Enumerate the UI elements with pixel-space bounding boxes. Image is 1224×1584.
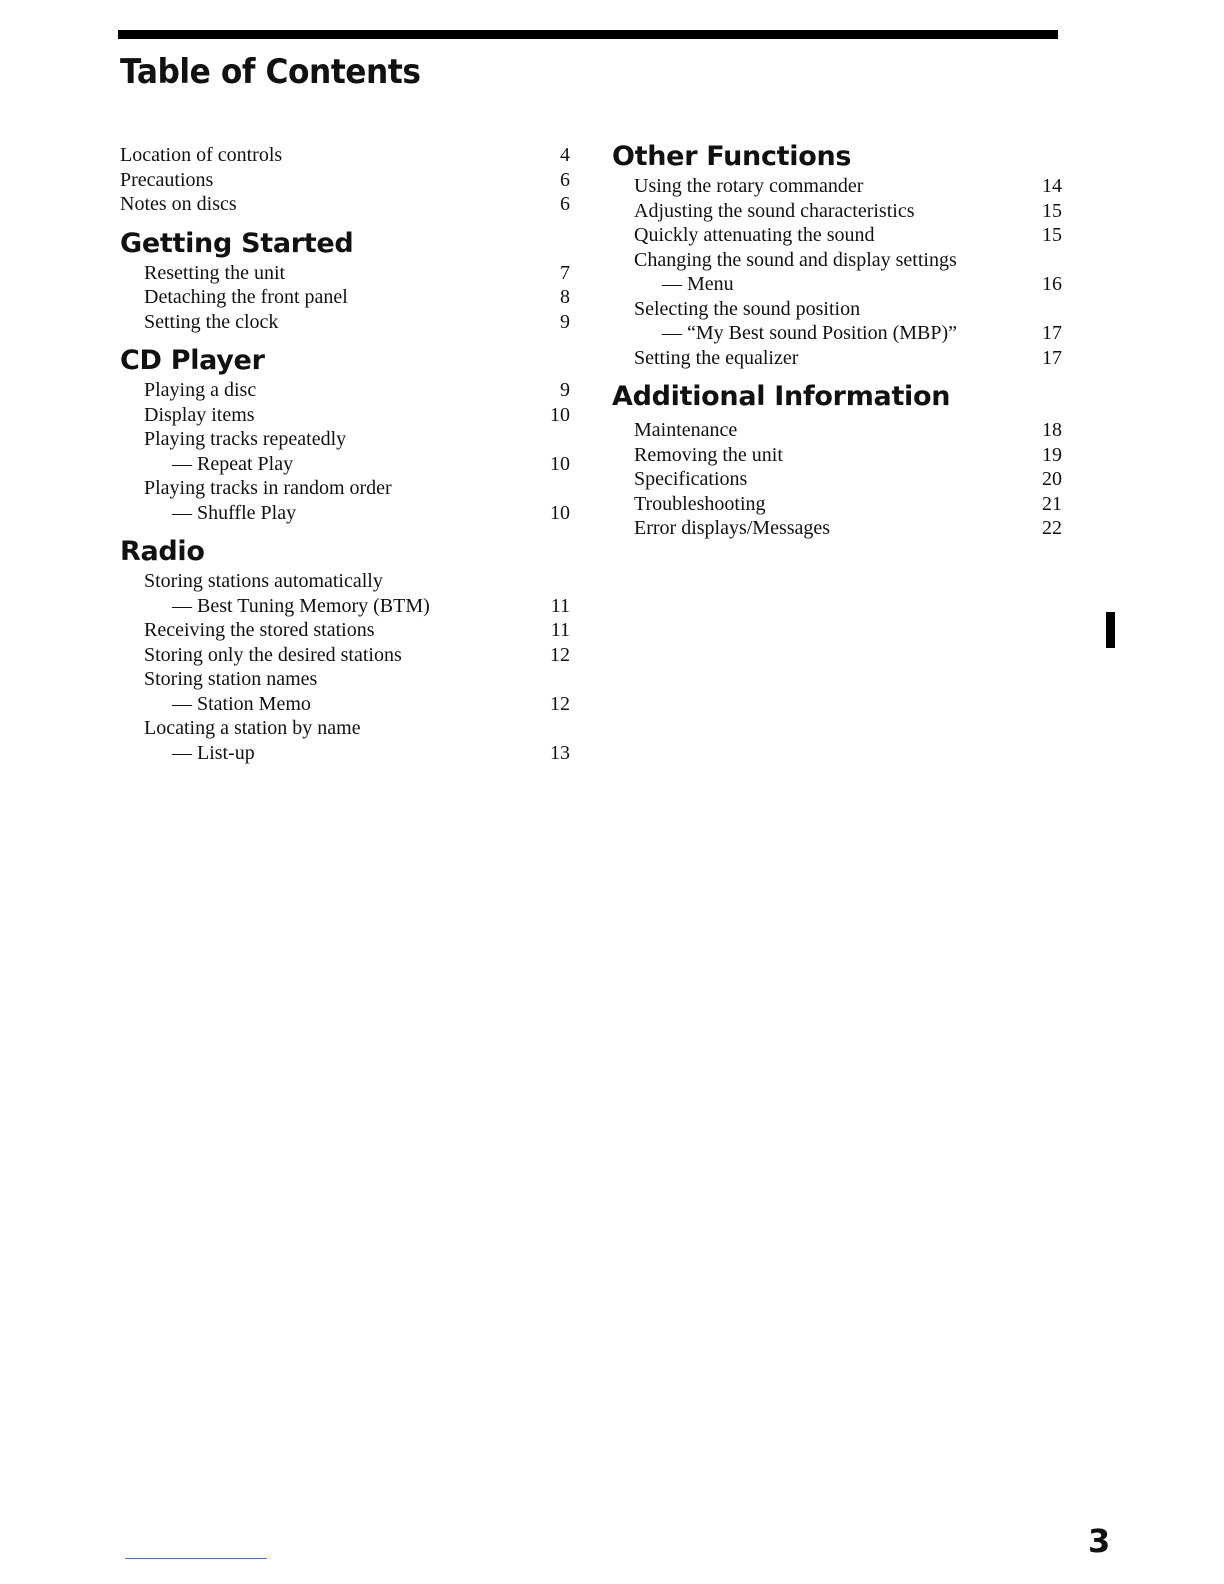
toc-section-other-functions (612, 140, 1062, 370)
toc-entry-page: 17 (1042, 322, 1062, 344)
toc-entry-page: 7 (560, 261, 570, 284)
top-rule (118, 30, 1058, 39)
toc-entry-title: Quickly attenuating the sound (634, 224, 875, 246)
toc-intro-section (120, 140, 570, 217)
toc-entry[interactable] (120, 569, 570, 618)
toc-entry-page: 14 (1042, 175, 1062, 197)
page-title: Table of Contents (120, 52, 421, 92)
toc-entry-title: Storing stations automatically (144, 570, 383, 592)
toc-entry[interactable] (612, 199, 1062, 224)
toc-entry-title: Storing only the desired stations (144, 643, 402, 666)
toc-entry[interactable] (120, 403, 570, 428)
toc-entry-title: Selecting the sound position (634, 297, 861, 320)
toc-entry-subtitle: — Shuffle Play (172, 501, 297, 524)
toc-entry[interactable] (120, 716, 570, 765)
toc-entry-page: 21 (1042, 492, 1062, 515)
toc-entry[interactable] (120, 643, 570, 668)
toc-entry[interactable] (120, 261, 570, 286)
toc-entry-title: Resetting the unit (144, 261, 286, 284)
toc-entry[interactable] (612, 223, 1062, 248)
toc-entry-title: Changing the sound and display settings (634, 248, 957, 271)
toc-entry[interactable] (120, 667, 570, 716)
toc-entry-page: 17 (1042, 346, 1062, 369)
toc-entry-page: 12 (550, 643, 570, 666)
toc-entry[interactable] (120, 427, 570, 476)
toc-entry-title: Location of controls (120, 144, 283, 166)
section-edge-marker (1106, 612, 1115, 648)
toc-entry-page: 10 (550, 501, 570, 524)
toc-entry-page: 10 (550, 403, 570, 426)
toc-entry-title: Receiving the stored stations (144, 619, 375, 641)
toc-entry-subtitle: — Best Tuning Memory (BTM) (172, 594, 430, 617)
toc-entry-page: 19 (1042, 443, 1062, 466)
toc-entry-title: Playing tracks in random order (144, 477, 392, 499)
toc-entry-title: Adjusting the sound characteristics (634, 199, 915, 222)
toc-entry-title: Setting the equalizer (634, 346, 799, 369)
toc-section-cd-player (120, 344, 570, 525)
toc-entry-page: 11 (550, 619, 570, 641)
toc-entry-page: 15 (1042, 224, 1062, 246)
toc-entry-page: 20 (1042, 468, 1062, 490)
toc-entry-title: Notes on discs (120, 193, 237, 215)
footer-rule (125, 1558, 267, 1559)
toc-entry-page: 18 (1042, 419, 1062, 441)
toc-section-getting-started (120, 227, 570, 335)
section-heading: Radio (120, 536, 205, 567)
toc-entry-page: 15 (1042, 199, 1062, 222)
toc-entry-page: 16 (1042, 273, 1062, 295)
toc-section-additional-information (612, 380, 1062, 541)
toc-entry[interactable] (120, 168, 570, 193)
toc-entry-page: 9 (560, 310, 570, 333)
toc-entry-title: Removing the unit (634, 443, 783, 466)
toc-entry-title: Precautions (120, 168, 214, 191)
toc-entry-title: Specifications (634, 468, 748, 490)
toc-entry-page: 11 (550, 594, 570, 617)
toc-entry-title: Locating a station by name (144, 717, 361, 739)
toc-entry-subtitle: — List-up (172, 741, 255, 764)
toc-entry-page: 6 (560, 168, 570, 191)
toc-entry-page: 4 (560, 144, 570, 166)
toc-entry-title: Detaching the front panel (144, 286, 348, 308)
page-number: 3 (1088, 1522, 1111, 1560)
toc-entry-page: 13 (550, 741, 570, 764)
toc-entry-title: Playing tracks repeatedly (144, 428, 347, 450)
toc-entry[interactable] (120, 378, 570, 403)
toc-entry[interactable] (120, 476, 570, 525)
toc-entry-title: Troubleshooting (634, 492, 766, 515)
toc-right-column (612, 140, 1062, 541)
toc-entry-title: Playing a disc (144, 379, 257, 401)
toc-entry-title: Maintenance (634, 419, 738, 441)
toc-entry-page: 6 (560, 193, 570, 215)
toc-entry-subtitle: — “My Best sound Position (MBP)” (662, 322, 958, 344)
toc-entry[interactable] (612, 467, 1062, 492)
toc-entry[interactable] (120, 618, 570, 643)
toc-entry-title: Setting the clock (144, 310, 279, 333)
toc-entry[interactable] (120, 285, 570, 310)
toc-entry-page: 10 (550, 452, 570, 475)
toc-entry[interactable] (120, 192, 570, 217)
section-heading: Other Functions (612, 141, 852, 172)
toc-entry-title: Using the rotary commander (634, 175, 864, 197)
toc-entry-subtitle: — Menu (662, 273, 734, 295)
toc-left-column (120, 140, 570, 765)
toc-entry[interactable] (612, 174, 1062, 199)
toc-entry[interactable] (612, 248, 1062, 297)
toc-entry[interactable] (120, 143, 570, 168)
toc-entry[interactable] (612, 516, 1062, 541)
toc-entry-page: 8 (560, 286, 570, 308)
toc-entry[interactable] (120, 310, 570, 335)
toc-entry-title: Error displays/Messages (634, 517, 831, 539)
toc-entry-page: 22 (1042, 517, 1062, 539)
toc-entry-title: Storing station names (144, 668, 318, 690)
toc-entry[interactable] (612, 443, 1062, 468)
toc-entry[interactable] (612, 492, 1062, 517)
toc-entry-subtitle: — Repeat Play (172, 452, 294, 475)
toc-entry[interactable] (612, 297, 1062, 346)
toc-entry-page: 9 (560, 379, 570, 401)
section-heading: CD Player (120, 345, 265, 376)
toc-entry-page: 12 (550, 692, 570, 715)
toc-entry-subtitle: — Station Memo (172, 692, 311, 715)
toc-entry[interactable] (612, 418, 1062, 443)
toc-entry-title: Display items (144, 403, 255, 426)
section-heading: Getting Started (120, 227, 354, 259)
toc-section-radio (120, 535, 570, 765)
toc-entry[interactable] (612, 346, 1062, 371)
section-heading: Additional Information (612, 381, 951, 412)
